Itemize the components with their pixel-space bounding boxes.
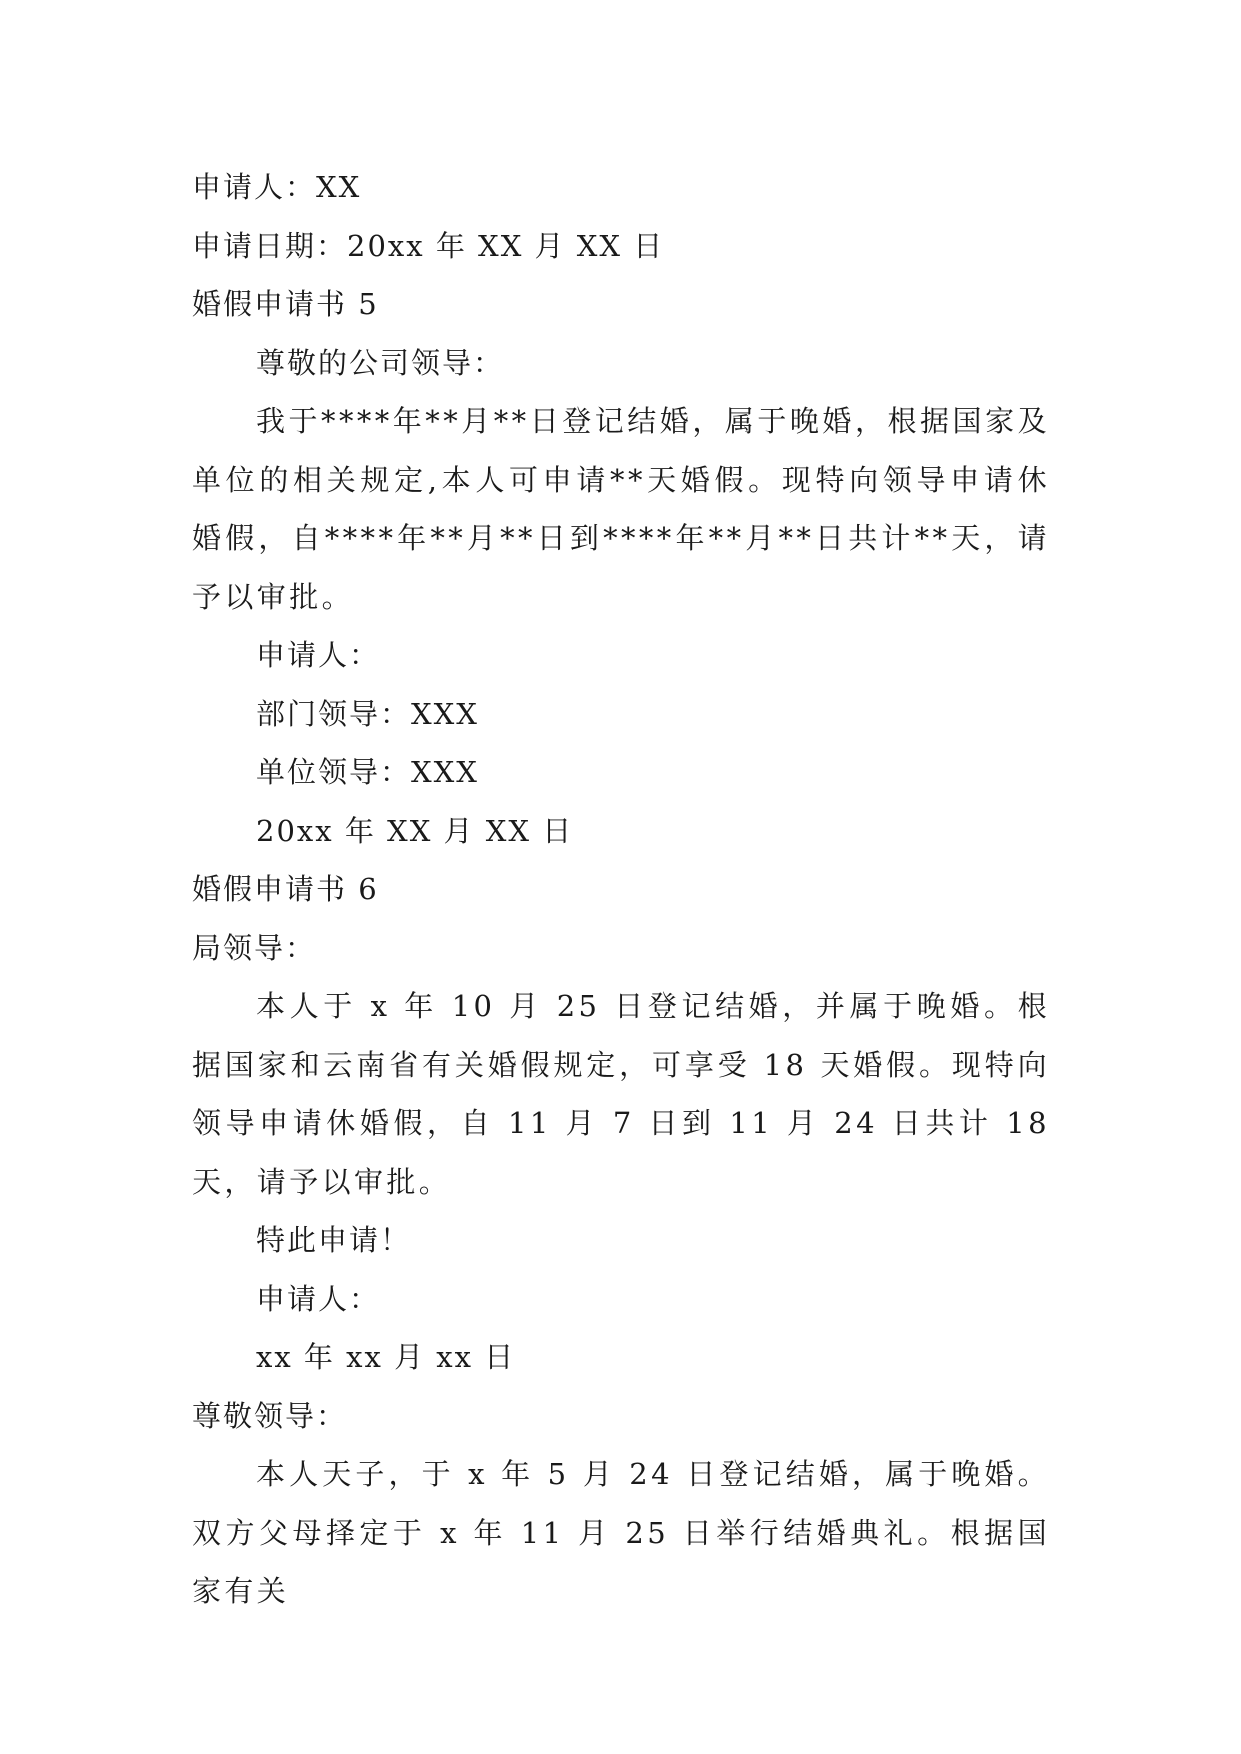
- section-6-closing: 特此申请！: [256, 1223, 412, 1257]
- section-5-title: 婚假申请书 5: [192, 287, 379, 321]
- section-6-date: xx 年 xx 月 xx 日: [256, 1340, 516, 1374]
- section-5-date: 20xx 年 XX 月 XX 日: [256, 813, 574, 848]
- document-content: [192, 158, 1050, 1621]
- section-5-unit-leader: 单位领导：XXX: [256, 755, 479, 789]
- section-7-salutation: 尊敬领导：: [192, 1398, 348, 1433]
- section-5-applicant: 申请人：: [256, 638, 381, 672]
- section-5-salutation: 尊敬的公司领导：: [256, 345, 505, 380]
- section-6-body: 本人于 x 年 10 月 25 日登记结婚，并属于晚婚。根据国家和云南省有关婚假规定，可享受 18 天婚假。现特向领导申请休婚假，自 11 月 7 日到 11 月 24 日共计 18 天，请予以审批。: [192, 989, 1050, 1199]
- application-date-line: 申请日期：20xx 年 XX 月 XX 日: [192, 228, 665, 263]
- section-5-body: 我于****年**月**日登记结婚，属于晚婚，根据国家及单位的相关规定,本人可申请**天婚假。现特向领导申请休婚假，自****年**月**日到****年**月**日共计**天，请予以审批。: [192, 404, 1050, 614]
- section-5-dept-leader: 部门领导：XXX: [256, 696, 479, 731]
- section-6-salutation: 局领导：: [192, 930, 317, 965]
- section-7-body: 本人天子，于 x 年 5 月 24 日登记结婚，属于晚婚。双方父母择定于 x 年 11 月 25 日举行结婚典礼。根据国家有关: [192, 1457, 1050, 1608]
- section-6-applicant: 申请人：: [256, 1281, 381, 1316]
- applicant-line: 申请人：XX: [192, 170, 362, 204]
- section-6-title: 婚假申请书 6: [192, 872, 379, 906]
